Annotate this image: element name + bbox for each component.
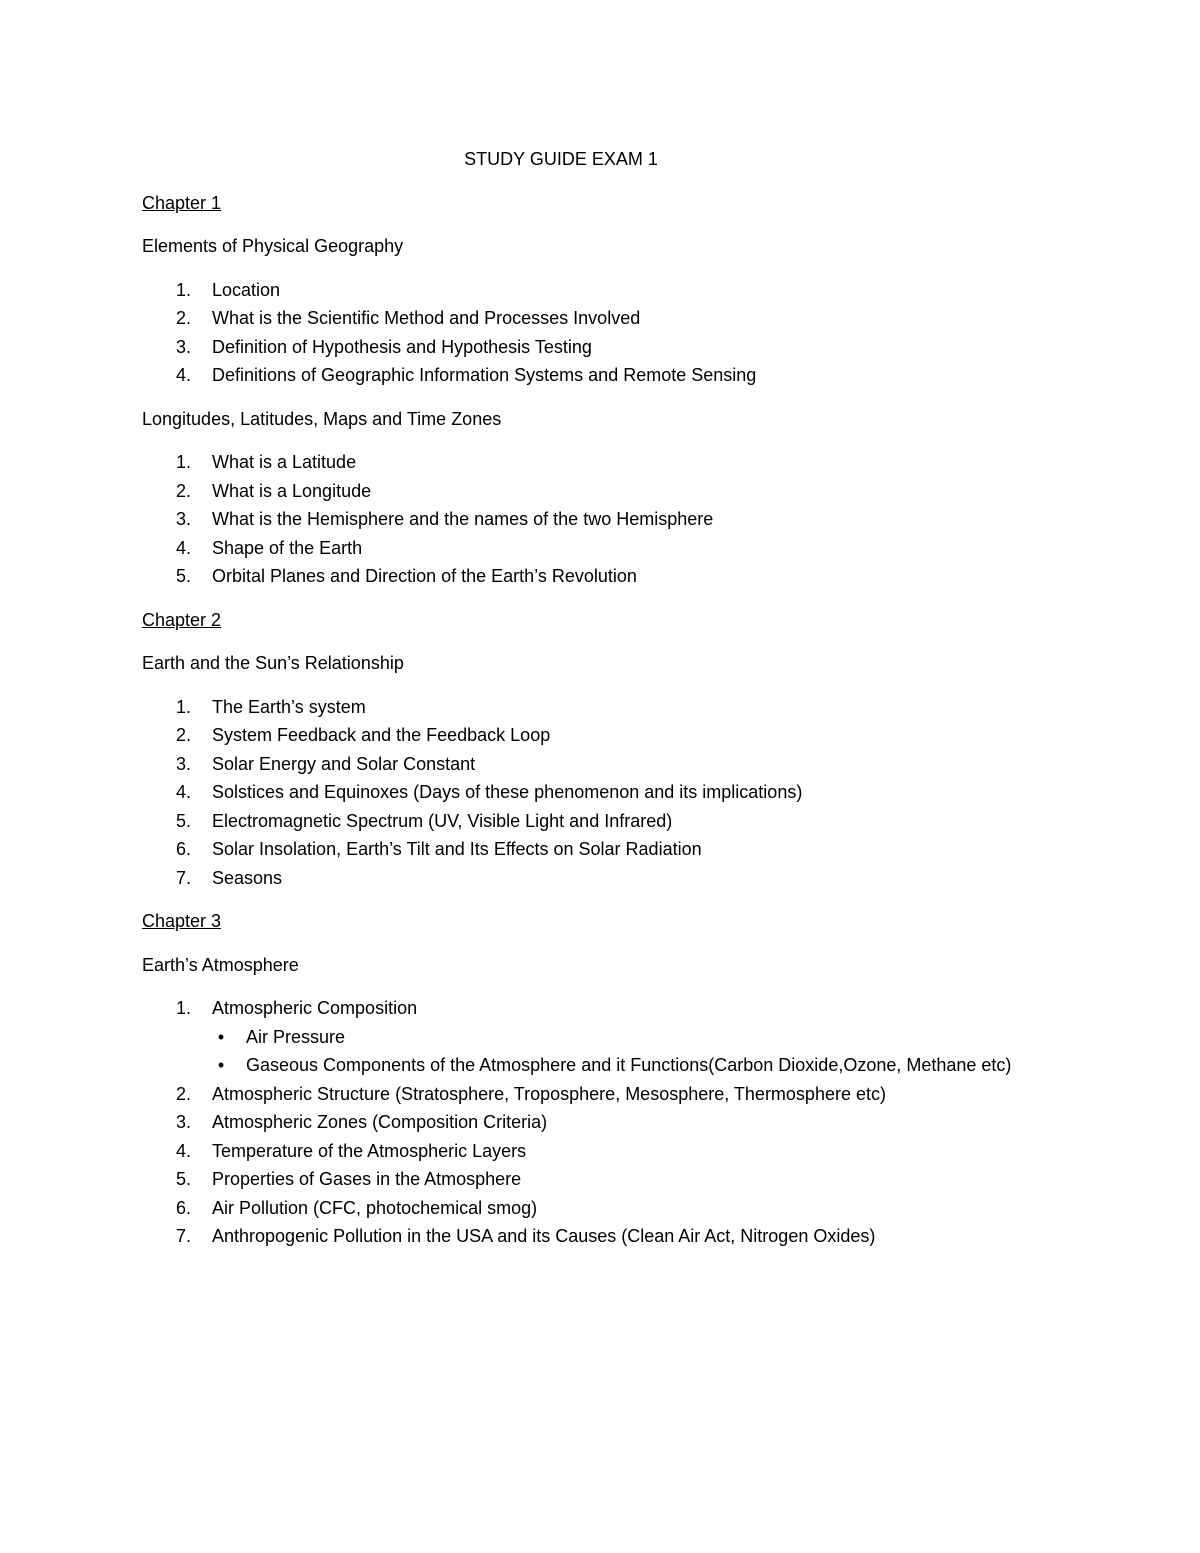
bullet-icon: • bbox=[217, 1055, 225, 1075]
item-number: 5. bbox=[176, 1169, 192, 1189]
topic-list bbox=[142, 994, 1072, 1251]
item-number: 5. bbox=[176, 566, 192, 586]
item-text: System Feedback and the Feedback Loop bbox=[212, 725, 551, 745]
item-text: Anthropogenic Pollution in the USA and its Causes (Clean Air Act, Nitrogen Oxides) bbox=[212, 1226, 876, 1246]
item-number: 2. bbox=[176, 725, 192, 745]
topic-list bbox=[142, 693, 1072, 893]
item-text: What is the Scientific Method and Processes Involved bbox=[212, 308, 641, 328]
item-number: 1. bbox=[176, 998, 192, 1018]
item-number: 3. bbox=[176, 509, 192, 529]
chapter-heading: Chapter 3 bbox=[142, 911, 222, 931]
list-item bbox=[176, 994, 1072, 1080]
item-number: 6. bbox=[176, 1197, 192, 1218]
list-item bbox=[176, 562, 1072, 591]
item-number: 4. bbox=[176, 365, 192, 385]
list-item bbox=[176, 1137, 1072, 1166]
item-text: Atmospheric Composition bbox=[212, 998, 418, 1018]
item-text: Electromagnetic Spectrum (UV, Visible Light and Infrared) bbox=[212, 810, 673, 831]
item-number: 3. bbox=[176, 753, 192, 774]
bullet-item bbox=[217, 1051, 1072, 1080]
list-item bbox=[176, 807, 1072, 836]
item-text: Definitions of Geographic Information Systems and Remote Sensing bbox=[212, 365, 757, 385]
item-text: Shape of the Earth bbox=[212, 537, 363, 558]
list-item bbox=[176, 276, 1072, 305]
list-item bbox=[176, 1165, 1072, 1194]
item-number: 7. bbox=[176, 1226, 192, 1246]
topic-list bbox=[142, 448, 1072, 591]
list-item bbox=[176, 778, 1072, 807]
bullet-text: Gaseous Components of the Atmosphere and it Functions(Carbon Dioxide,Ozone, Methane etc) bbox=[246, 1055, 1012, 1075]
section-title: Elements of Physical Geography bbox=[142, 236, 404, 256]
item-number: 3. bbox=[176, 336, 192, 357]
list-item bbox=[176, 864, 1072, 893]
item-text: What is a Latitude bbox=[212, 452, 357, 472]
item-number: 4. bbox=[176, 782, 192, 802]
list-item bbox=[176, 448, 1072, 477]
list-item bbox=[176, 1194, 1072, 1223]
item-text: The Earth’s system bbox=[212, 696, 366, 717]
list-item bbox=[176, 1108, 1072, 1137]
bullet-list bbox=[212, 1023, 1072, 1080]
topic-list bbox=[142, 276, 1072, 390]
item-number: 4. bbox=[176, 537, 192, 558]
item-number: 1. bbox=[176, 279, 192, 300]
section-title: Earth and the Sun’s Relationship bbox=[142, 653, 404, 673]
item-text: Orbital Planes and Direction of the Earth’s Revolution bbox=[212, 566, 637, 586]
list-item bbox=[176, 750, 1072, 779]
list-item bbox=[176, 361, 1072, 390]
item-number: 5. bbox=[176, 810, 192, 831]
item-text: Location bbox=[212, 279, 281, 300]
list-item bbox=[176, 534, 1072, 563]
list-item bbox=[176, 477, 1072, 506]
list-item bbox=[176, 693, 1072, 722]
list-item bbox=[176, 1080, 1072, 1109]
item-number: 3. bbox=[176, 1112, 192, 1132]
bullet-item bbox=[217, 1023, 1072, 1052]
item-text: Atmospheric Zones (Composition Criteria) bbox=[212, 1112, 548, 1132]
item-number: 2. bbox=[176, 308, 192, 328]
item-number: 1. bbox=[176, 696, 192, 717]
item-text: Solstices and Equinoxes (Days of these phenomenon and its implications) bbox=[212, 782, 803, 802]
chapter-heading: Chapter 2 bbox=[142, 609, 222, 630]
item-text: Temperature of the Atmospheric Layers bbox=[212, 1140, 527, 1161]
list-item bbox=[176, 505, 1072, 534]
item-text: Solar Insolation, Earth’s Tilt and Its Effects on Solar Radiation bbox=[212, 839, 702, 859]
item-text: What is a Longitude bbox=[212, 480, 372, 501]
item-text: Air Pollution (CFC, photochemical smog) bbox=[212, 1197, 538, 1218]
item-number: 7. bbox=[176, 867, 192, 888]
item-text: Solar Energy and Solar Constant bbox=[212, 753, 476, 774]
list-item bbox=[176, 1222, 1072, 1251]
item-text: Atmospheric Structure (Stratosphere, Troposphere, Mesosphere, Thermosphere etc) bbox=[212, 1083, 886, 1104]
item-text: What is the Hemisphere and the names of the two Hemisphere bbox=[212, 509, 714, 529]
bullet-icon: • bbox=[217, 1026, 225, 1047]
item-number: 6. bbox=[176, 839, 192, 859]
document-title: STUDY GUIDE EXAM 1 bbox=[464, 149, 658, 169]
chapter-heading: Chapter 1 bbox=[142, 192, 222, 213]
section-title: Longitudes, Latitudes, Maps and Time Zones bbox=[142, 408, 502, 429]
section-title: Earth’s Atmosphere bbox=[142, 954, 299, 975]
item-number: 4. bbox=[176, 1140, 192, 1161]
item-text: Seasons bbox=[212, 867, 283, 888]
list-item bbox=[176, 304, 1072, 333]
item-number: 1. bbox=[176, 452, 192, 472]
document-content bbox=[142, 145, 1072, 1266]
item-text: Properties of Gases in the Atmosphere bbox=[212, 1169, 522, 1189]
item-number: 2. bbox=[176, 1083, 192, 1104]
list-item bbox=[176, 333, 1072, 362]
bullet-text: Air Pressure bbox=[246, 1026, 346, 1047]
item-number: 2. bbox=[176, 480, 192, 501]
item-text: Definition of Hypothesis and Hypothesis Testing bbox=[212, 336, 592, 357]
list-item bbox=[176, 721, 1072, 750]
list-item bbox=[176, 835, 1072, 864]
